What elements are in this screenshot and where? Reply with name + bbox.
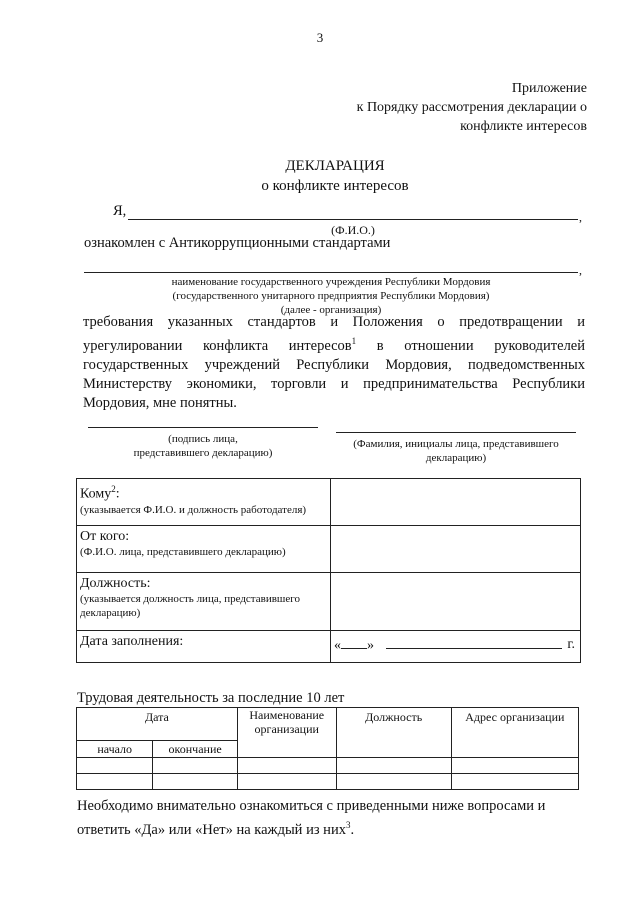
- address-header: Адрес организации: [451, 708, 578, 758]
- signature-hint: [88, 432, 318, 460]
- end-subheader: окончание: [153, 741, 238, 758]
- to-label-text: Кому: [80, 486, 112, 502]
- requirements-line-2-end: в отношении руководителей: [356, 337, 586, 354]
- organization-hint-line-2: (государственного унитарного предприятия Республики Мордовия): [172, 290, 490, 302]
- organization-hint-line-3: (далее - организация): [280, 304, 382, 316]
- position-hint: (указывается должность лица, представившего декларацию): [80, 593, 300, 619]
- organization-comma: ,: [579, 263, 582, 277]
- footnote-3-marker: 3: [345, 820, 351, 830]
- requirements-line-2: [83, 332, 585, 356]
- document-title: [0, 156, 640, 196]
- table-cell[interactable]: [237, 774, 336, 790]
- table-row: [77, 573, 581, 631]
- from-value-cell[interactable]: [331, 526, 581, 573]
- work-history-table: [76, 707, 579, 790]
- position-header: Должность: [336, 708, 451, 758]
- year-suffix: г.: [567, 637, 575, 652]
- acquainted-text: ознакомлен с Антикоррупционными стандартами: [84, 235, 391, 251]
- fio-comma: ,: [579, 210, 582, 224]
- position-label: Должность:: [80, 576, 151, 591]
- fio-field[interactable]: [128, 219, 578, 220]
- table-cell[interactable]: [451, 758, 578, 774]
- signature-hint-line-2: представившего декларацию): [133, 447, 273, 459]
- requirements-paragraph: [83, 313, 585, 413]
- closing-line-1: Необходимо внимательно ознакомиться с приведенными ниже вопросами и: [77, 798, 546, 814]
- requirements-line-3: государственных учреждений Республики Мордовия, подведомственных: [83, 356, 585, 373]
- date-close-quote: »: [367, 638, 374, 653]
- date-value-cell[interactable]: [331, 631, 581, 663]
- table-row: [77, 758, 579, 774]
- table-cell[interactable]: [451, 774, 578, 790]
- date-label: Дата заполнения:: [80, 634, 184, 649]
- signature-hint-line-1: (подпись лица,: [168, 433, 238, 445]
- to-colon: :: [115, 486, 120, 502]
- position-value-cell[interactable]: [331, 573, 581, 631]
- closing-line-2: [77, 816, 587, 840]
- org-name-header: Наименование организации: [237, 708, 336, 758]
- to-cell: [77, 479, 331, 526]
- date-cell: [77, 631, 331, 663]
- table-cell[interactable]: [77, 774, 153, 790]
- table-cell[interactable]: [153, 774, 238, 790]
- signature-field[interactable]: [88, 427, 318, 428]
- closing-paragraph: [77, 797, 587, 840]
- table-cell[interactable]: [237, 758, 336, 774]
- organization-field[interactable]: [84, 272, 578, 273]
- fio-hint: (Ф.И.О.): [331, 223, 375, 237]
- appendix-line-1: Приложение: [511, 81, 587, 96]
- table-row: [77, 526, 581, 573]
- requirements-line-4: Министерству экономики, торговли и предпринимательства Республики: [83, 375, 585, 392]
- position-cell: [77, 573, 331, 631]
- requirements-line-5: Мордовия, мне понятны.: [83, 394, 237, 411]
- date-open-quote: «: [334, 638, 341, 653]
- declaration-info-table: [76, 478, 581, 663]
- to-label: [80, 481, 327, 503]
- work-history-title: Трудовая деятельность за последние 10 лет: [77, 690, 345, 706]
- table-row: [77, 774, 579, 790]
- appendix-header: [357, 79, 587, 136]
- requirements-line-2-start: урегулировании конфликта интересов: [83, 337, 352, 354]
- declarant-prefix: Я,: [113, 203, 127, 219]
- table-row: [77, 479, 581, 526]
- closing-line-2-end: .: [350, 821, 355, 838]
- table-cell[interactable]: [336, 774, 451, 790]
- from-cell: [77, 526, 331, 573]
- title-main: ДЕКЛАРАЦИЯ: [285, 158, 385, 174]
- table-cell[interactable]: [336, 758, 451, 774]
- from-label: От кого:: [80, 529, 130, 544]
- start-subheader: начало: [77, 741, 153, 758]
- date-header: Дата: [77, 708, 238, 741]
- organization-hint-line-1: наименование государственного учреждения Республики Мордовия: [171, 276, 491, 288]
- name-initials-field[interactable]: [336, 432, 576, 433]
- month-year-field[interactable]: [386, 636, 562, 649]
- to-value-cell[interactable]: [331, 479, 581, 526]
- from-hint: (Ф.И.О. лица, представившего декларацию): [80, 546, 286, 558]
- title-sub: о конфликте интересов: [261, 178, 409, 194]
- page-number: 3: [316, 30, 324, 45]
- day-field[interactable]: [341, 636, 367, 649]
- footnote-1-marker: 1: [351, 336, 357, 346]
- table-cell[interactable]: [77, 758, 153, 774]
- closing-line-2-text: ответить «Да» или «Нет» на каждый из них: [77, 821, 346, 838]
- name-initials-hint-line-2: декларацию): [425, 452, 487, 464]
- table-row: [77, 631, 581, 663]
- requirements-line-1: требования указанных стандартов и Положения о предотвращении и: [83, 314, 585, 330]
- name-initials-hint: [336, 437, 576, 465]
- to-hint: (указывается Ф.И.О. и должность работодателя): [80, 503, 307, 516]
- table-row: [77, 708, 579, 741]
- name-initials-hint-line-1: (Фамилия, инициалы лица, представившего: [353, 438, 559, 450]
- organization-hint: [84, 275, 578, 317]
- date-value-row: [334, 636, 577, 653]
- appendix-line-2: к Порядку рассмотрения декларации о: [356, 100, 587, 115]
- footnote-2-marker: 2: [111, 484, 116, 494]
- appendix-line-3: конфликте интересов: [460, 119, 587, 134]
- table-cell[interactable]: [153, 758, 238, 774]
